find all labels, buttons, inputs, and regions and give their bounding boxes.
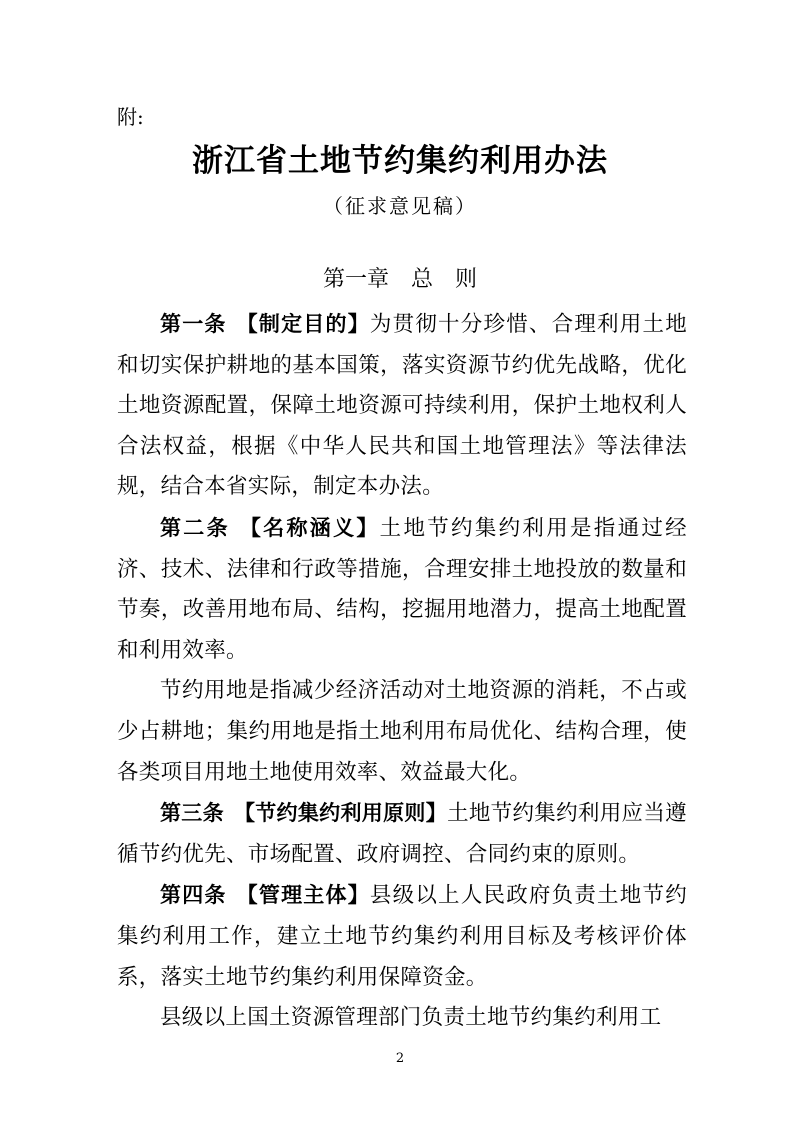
article-2	[117, 508, 687, 671]
paragraph-text: 节约用地是指减少经济活动对土地资源的消耗，不占或少占耕地；集约用地是指土地利用布局优化、结构合理，使各类项目用地土地使用效率、效益最大化。	[117, 678, 687, 785]
document-title: 浙江省土地节约集约利用办法	[192, 143, 608, 179]
document-subtitle: （征求意见稿）	[323, 194, 477, 218]
article-4-paragraph-2	[117, 998, 687, 1039]
article-heading: 【节约集约利用原则】	[233, 801, 448, 826]
article-number: 第二条	[160, 515, 230, 540]
article-4	[117, 875, 687, 998]
article-number: 第三条	[160, 801, 224, 826]
article-1	[117, 304, 687, 508]
article-heading: 【制定目的】	[236, 312, 370, 336]
attachment-label: 附:	[117, 105, 144, 129]
article-number: 第一条	[160, 312, 227, 336]
article-text: 土地节约集约利用应当遵循节约优先、市场配置、政府调控、合同约束的原则。	[117, 801, 687, 867]
paragraph-text: 县级以上国土资源管理部门负责土地节约集约利用工	[160, 1005, 662, 1031]
article-text: 为贯彻十分珍惜、合理利用土地和切实保护耕地的基本国策，落实资源节约优先战略，优化土地资源配置，保障土地资源可持续利用，保护土地权利人合法权益，根据《中华人民共和国土地管理法》等法律法规，结合本省实际，制定本办法。	[117, 312, 687, 500]
document-body	[117, 304, 687, 1039]
article-heading: 【管理主体】	[236, 883, 370, 908]
page-number: 2	[395, 1051, 405, 1066]
article-3	[117, 793, 687, 875]
article-number: 第四条	[160, 883, 227, 908]
article-2-paragraph-2	[117, 671, 687, 793]
chapter-heading: 第一章 总 则	[322, 267, 477, 292]
article-text: 县级以上人民政府负责土地节约集约利用工作，建立土地节约集约利用目标及考核评价体系，落实土地节约集约利用保障资金。	[117, 883, 687, 990]
article-text: 土地节约集约利用是指通过经济、技术、法律和行政等措施，合理安排土地投放的数量和节奏，改善用地布局、结构，挖掘用地潜力，提高土地配置和利用效率。	[117, 515, 687, 663]
article-heading: 【名称涵义】	[239, 515, 380, 540]
